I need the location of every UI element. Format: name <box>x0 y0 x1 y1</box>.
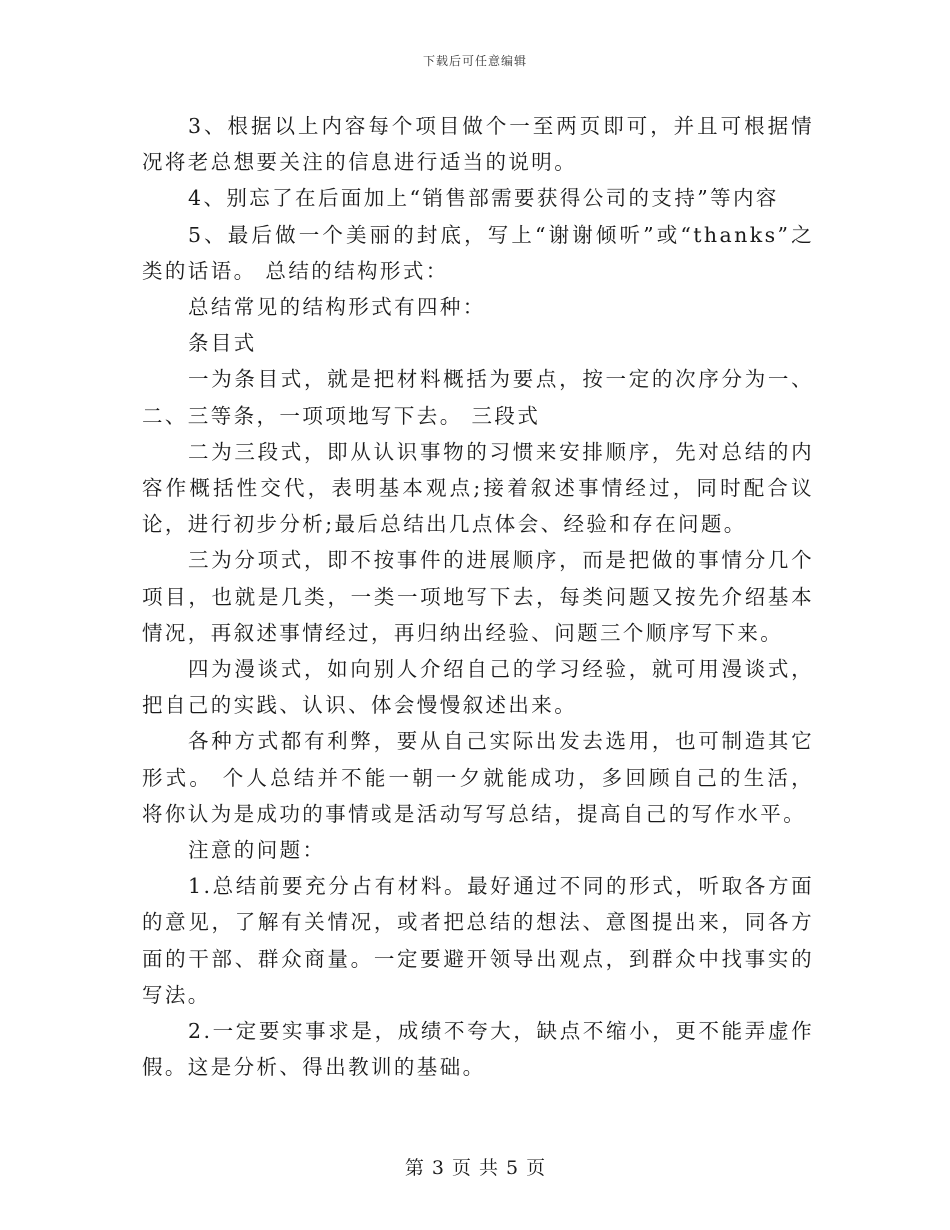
section-heading: 注意的问题： <box>188 838 326 863</box>
paragraph: 总结常见的结构形式有四种： <box>188 295 486 320</box>
document-body <box>142 108 814 1085</box>
footer-page-word: 页 <box>451 1157 471 1179</box>
footer-total-word: 共 <box>479 1157 499 1179</box>
current-page-number: 3 <box>431 1157 444 1179</box>
total-pages-number: 5 <box>506 1157 519 1179</box>
footer-prefix: 第 <box>404 1157 424 1179</box>
paragraph: 各种方式都有利弊，要从自己实际出发去选用，也可制造其它形式。 个人总结并不能一朝一夕就能成功，多回顾自己的生活，将你认为是成功的事情或是活动写写总结，提高自己的写作水平。 <box>142 729 814 826</box>
paragraph: 三为分项式，即不按事件的进展顺序，而是把做的事情分几个项目，也就是几类，一类一项地写下去，每类问题又按先介绍基本情况，再叙述事情经过，再归纳出经验、问题三个顺序写下来。 <box>142 548 814 645</box>
section-heading: 条目式 <box>188 331 257 356</box>
paragraph: 二为三段式，即从认识事物的习惯来安排顺序，先对总结的内容作概括性交代，表明基本观点;接着叙述事情经过，同时配合议论，进行初步分析;最后总结出几点体会、经验和存在问题。 <box>142 439 814 537</box>
page-footer <box>0 1153 950 1180</box>
paragraph: 四为漫谈式，如向别人介绍自己的学习经验，就可用漫谈式，把自己的实践、认识、体会慢慢叙述出来。 <box>142 657 814 718</box>
paragraph: 5、最后做一个美丽的封底，写上“谢谢倾听”或“thanks”之类的话语。 总结的结构形式： <box>142 222 814 283</box>
paragraph: 1.总结前要充分占有材料。最好通过不同的形式，听取各方面的意见，了解有关情况，或者把总结的想法、意图提出来，同各方面的干部、群众商量。一定要避开领导出观点，到群众中找事实的写法。 <box>142 874 814 1007</box>
page-header: 下载后可任意编辑 <box>422 54 527 68</box>
paragraph: 2.一定要实事求是，成绩不夸大，缺点不缩小，更不能弄虚作假。这是分析、得出教训的基础。 <box>142 1019 814 1080</box>
paragraph: 一为条目式，就是把材料概括为要点，按一定的次序分为一、二、三等条，一项项地写下去。 三段式 <box>142 367 814 428</box>
footer-suffix: 页 <box>526 1157 546 1179</box>
paragraph: 3、根据以上内容每个项目做个一至两页即可，并且可根据情况将老总想要关注的信息进行适当的说明。 <box>142 114 814 175</box>
paragraph: 4、别忘了在后面加上“销售部需要获得公司的支持”等内容 <box>188 186 779 211</box>
